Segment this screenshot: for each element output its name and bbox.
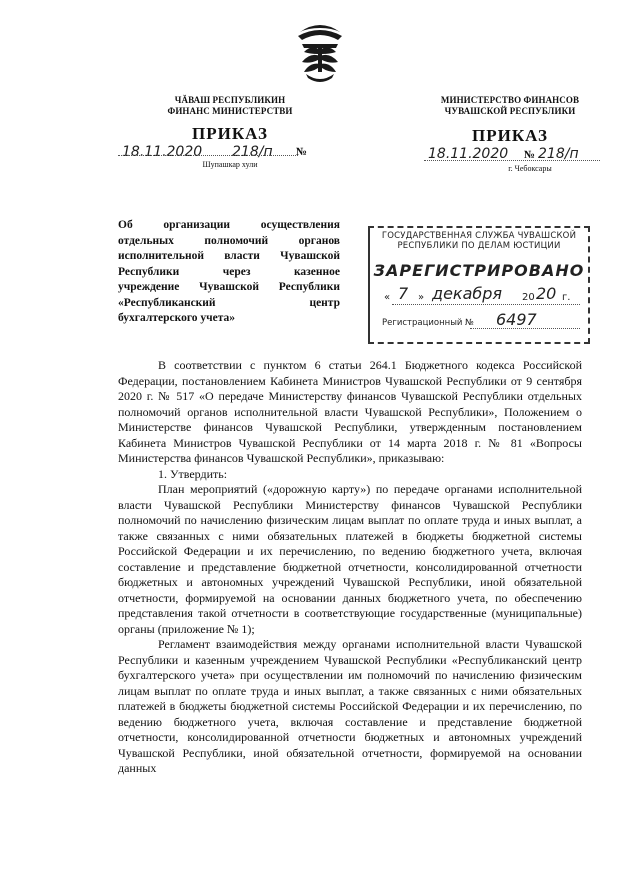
left-header-line1: ЧĂВАШ РЕСПУБЛИКИН (174, 95, 286, 105)
left-header-line2: ФИНАНС МИНИСТЕРСТВИ (167, 106, 293, 116)
stamp-reg-label: Регистрационный № (382, 318, 474, 328)
right-header-line1: МИНИСТЕРСТВО ФИНАНСОВ (440, 95, 580, 105)
stamp-date-row (370, 284, 588, 310)
stamp-status: ЗАРЕГИСТРИРОВАНО (373, 261, 585, 280)
paragraph-regulation: Регламент взаимодействия между органами исполнительной власти Чувашской Республики и казенным учреждением Чувашской Республики «Республиканский центр бухгалтерского учета» при осуществлении им полномочий по начислению физическим лицам выплат по оплате труда и иных выплат, а также связанных с ними обязательных платежей в бюджеты бюджетной системы Российской Федерации и их перечислению, по ведению бюджетного учета, включая составление и представление бюджетной отчетности, консолидированной отчетности бюджетных и автономных учреждений Чувашской Республики, иной обязательной отчетности, формируемой на основании данных (118, 637, 582, 775)
title-line-6: «Республиканский центр (118, 296, 340, 309)
title-line-1: Об организации осуществления (118, 219, 340, 231)
intro-paragraph: В соответствии с пунктом 6 статьи 264.1 Бюджетного кодекса Российской Федерации, постановлением Кабинета Министров Чувашской Республики от 9 сентября 2020 г. № 517 «О передаче Министерству финансов Чувашской Республики отдельных полномочий органов исполнительной власти Чувашской Республики», Положением о Министерстве финансов Чувашской Республики, утвержденным постановлением Кабинета Министров Чувашской Республики от 14 марта 2018 г. № 81 «Вопросы Министерства финансов Чувашской Республики», приказываю: (118, 358, 582, 465)
title-line-2: отдельных полномочий органов (118, 234, 340, 247)
coat-of-arms-emblem (292, 18, 348, 86)
title-line-4: Республики через казенное (118, 265, 340, 278)
right-handwritten-date: 18.11.2020 (428, 146, 509, 162)
left-header (140, 95, 320, 117)
left-handwritten-number: 218/п (232, 144, 273, 160)
document-title (118, 218, 340, 327)
stamp-line1: ГОСУДАРСТВЕННАЯ СЛУЖБА ЧУВАШСКОЙ (381, 231, 577, 241)
registration-stamp (368, 226, 590, 344)
paragraph-plan: План мероприятий («дорожную карту») по передаче органами исполнительной власти Чувашской Республики Министерству финансов Чувашской Республики полномочий по начислению физическим лицам выплат по оплате труда и иных выплат, а также связанных с ними обязательных платежей в бюджеты бюджетной системы Российской Федерации и их перечислению, по ведению бюджетного учета, включая составление и представление бюджетной отчетности, консолидированной отчетности бюджетных и автономных учреждений Чувашской Республики, иной обязательной отчетности, формируемой на основании данных бюджетного учета, по обеспечению представления такой отчетности в соответствующие государственные (муниципальные) органы (приложение № 1); (118, 482, 582, 636)
stamp-reg-number: 6497 (496, 310, 537, 329)
stamp-quote-open: « (384, 292, 391, 303)
left-number-sign: № (296, 146, 308, 158)
left-order-title: ПРИКАЗ (192, 124, 268, 143)
item-1: 1. Утвердить: (158, 466, 228, 481)
right-number-underline (424, 160, 600, 161)
stamp-quote-close: » (418, 292, 425, 303)
stamp-date-underline (392, 304, 580, 305)
title-line-3: исполнительной власти Чувашской (118, 250, 340, 262)
stamp-day: 7 (398, 284, 409, 303)
title-line-7: бухгалтерского учета» (118, 312, 236, 324)
left-handwritten-date: 18.11.2020 (122, 144, 203, 160)
stamp-year-suffix: 20 (536, 284, 557, 303)
right-header-line2: ЧУВАШСКОЙ РЕСПУБЛИКИ (444, 106, 576, 116)
right-handwritten-number: 218/п (538, 146, 579, 162)
stamp-reg-row (370, 310, 588, 330)
right-order-title: ПРИКАЗ (472, 126, 548, 145)
stamp-line2: РЕСПУБЛИКИ ПО ДЕЛАМ ЮСТИЦИИ (397, 241, 561, 251)
right-header (420, 95, 600, 117)
stamp-year-unit: г. (562, 292, 571, 303)
stamp-year-prefix: 20 (522, 292, 535, 303)
right-city: г. Чебоксары (508, 164, 552, 173)
document-body (118, 358, 582, 777)
title-line-5: учреждение Чувашской Республики (118, 281, 340, 293)
left-number-underline (118, 155, 298, 156)
left-city: Шупашкар хули (202, 160, 258, 169)
stamp-reg-underline (470, 328, 580, 329)
right-number-sign: № (524, 149, 536, 161)
stamp-month: декабря (432, 284, 503, 303)
